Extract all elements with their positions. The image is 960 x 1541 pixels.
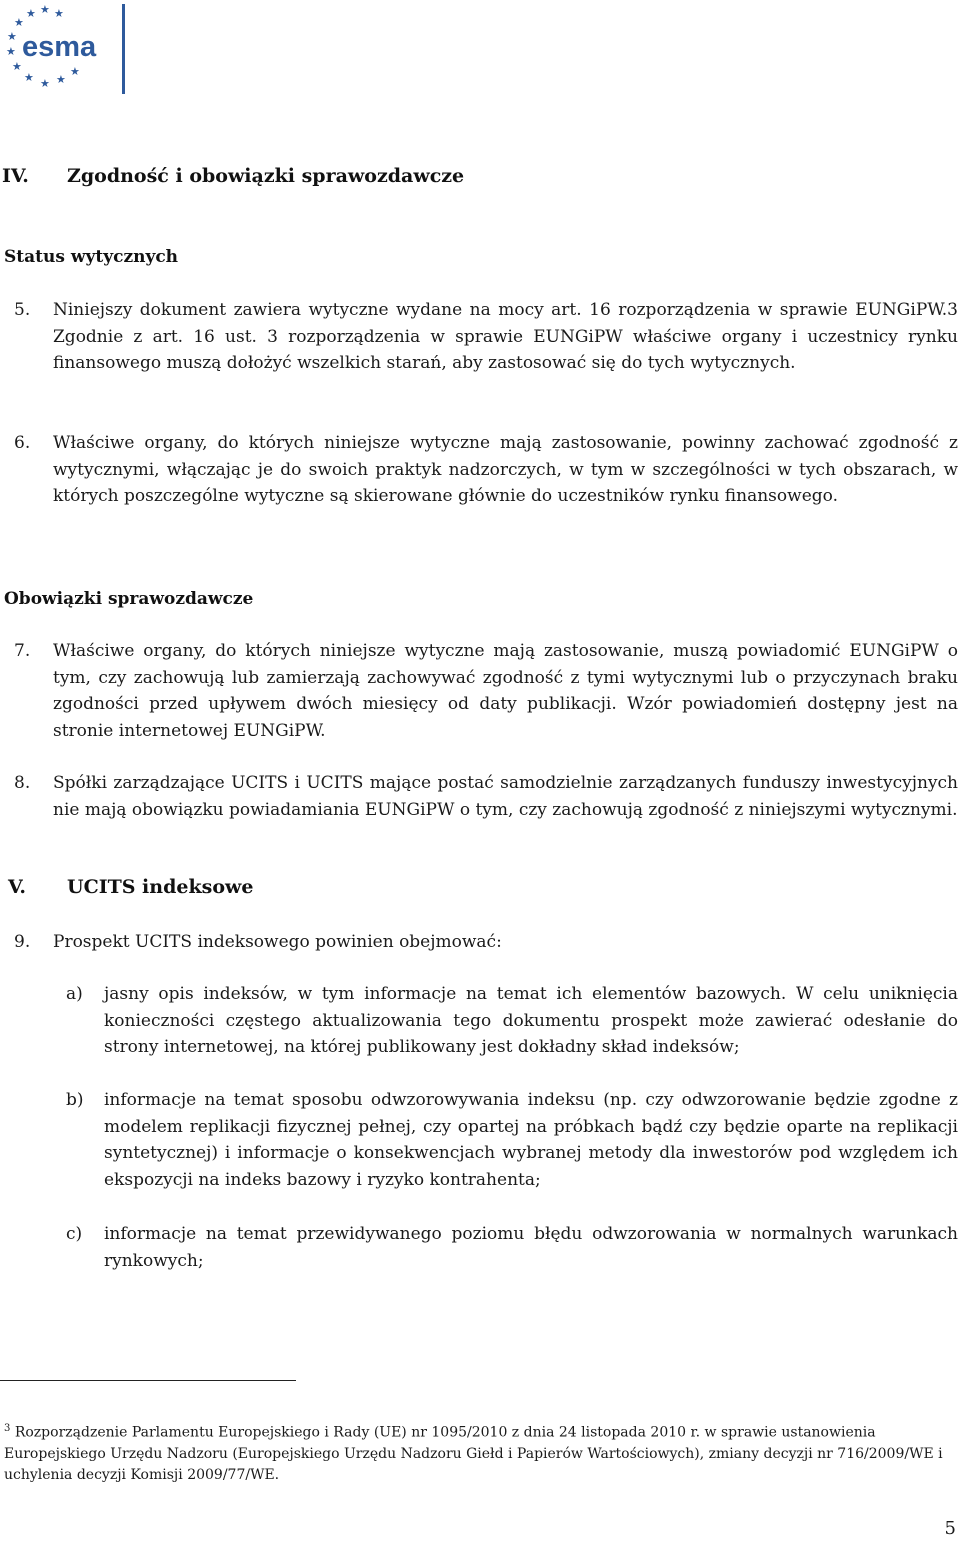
footnote — [4, 1418, 958, 1486]
list-item — [66, 1087, 958, 1193]
paragraph-text: Właściwe organy, do których niniejsze wytyczne mają zastosowanie, powinny zachować zgodność z wytycznymi, włączając je do swoich praktyk nadzorczych, w tym w szczególności w tych obszarach, w których poszczególne wytyczne są skierowane głównie do uczestników rynku finansowego. — [53, 433, 958, 506]
paragraph-text: Właściwe organy, do których niniejsze wytyczne mają zastosowanie, muszą powiadomić EUNGiPW o tym, czy zachowują lub zamierzają zachowywać zgodność z tymi wytycznymi lub o przyczynach braku zgodności przed upływem dwóch miesięcy od daty publikacji. Wzór powiadomień dostępny jest na stronie internetowej EUNGiPW. — [53, 641, 958, 741]
subsection-heading: Obowiązki sprawozdawcze — [4, 589, 254, 609]
star-icon: ★ — [70, 65, 80, 78]
star-icon: ★ — [12, 60, 22, 73]
footnote-separator — [0, 1380, 296, 1381]
list-item-text: jasny opis indeksów, w tym informacje na temat ich elementów bazowych. W celu uniknięcia konieczności częstego aktualizowania tego dokumentu prospekt może zawierać odesłanie do strony internetowej, na której publikowany jest dokładny skład indeksów; — [104, 984, 958, 1057]
list-item-text: informacje na temat przewidywanego poziomu błędu odwzorowania w normalnych warunkach rynkowych; — [104, 1224, 958, 1271]
paragraph-number: 5. — [14, 300, 31, 320]
paragraph-5 — [14, 297, 958, 377]
list-item-text: informacje na temat sposobu odwzorowywania indeksu (np. czy odwzorowanie będzie zgodne z modelem replikacji fizycznej pełnej, czy opartej na próbkach bądź czy będzie oparte na replikacji syntetycznej) i informacje o konsekwencjach wybranej metody dla inwestorów pod względem ich ekspozycji na indeks bazowy i ryzyko kontrahenta; — [104, 1090, 958, 1190]
paragraph-text: Prospekt UCITS indeksowego powinien obejmować: — [53, 932, 502, 952]
section-title: Zgodność i obowiązki sprawozdawcze — [67, 165, 465, 187]
list-item-letter: b) — [66, 1090, 84, 1110]
paragraph-8 — [14, 770, 958, 823]
paragraph-9 — [14, 929, 958, 956]
paragraph-number: 7. — [14, 641, 31, 661]
star-icon: ★ — [40, 3, 50, 16]
paragraph-7 — [14, 638, 958, 744]
star-icon: ★ — [7, 30, 17, 43]
paragraph-6 — [14, 430, 958, 510]
star-icon: ★ — [40, 77, 50, 90]
subsection-heading: Status wytycznych — [4, 247, 179, 267]
list-item-letter: a) — [66, 984, 83, 1004]
page-number: 5 — [944, 1518, 956, 1539]
list-item — [66, 1221, 958, 1274]
star-icon: ★ — [26, 7, 36, 20]
paragraph-number: 9. — [14, 932, 31, 952]
star-icon: ★ — [56, 73, 66, 86]
paragraph-text: Spółki zarządzające UCITS i UCITS mające postać samodzielnie zarządzanych funduszy inwestycyjnych nie mają obowiązku powiadamiania EUNGiPW o tym, czy zachowują zgodność z niniejszymi wytycznymi. — [53, 773, 958, 820]
section-number: V. — [8, 876, 27, 898]
star-icon: ★ — [6, 45, 16, 58]
logo-divider — [122, 4, 125, 94]
paragraph-number: 6. — [14, 433, 31, 453]
section-title: UCITS indeksowe — [67, 876, 254, 898]
footnote-marker: 3 — [4, 1423, 11, 1434]
section-number: IV. — [2, 165, 29, 187]
star-icon: ★ — [14, 16, 24, 29]
list-item — [66, 981, 958, 1061]
star-icon: ★ — [24, 71, 34, 84]
esma-logo — [0, 0, 130, 100]
logo-text: esma — [22, 31, 97, 63]
paragraph-text: Niniejszy dokument zawiera wytyczne wydane na mocy art. 16 rozporządzenia w sprawie EUNGiPW.3 Zgodnie z art. 16 ust. 3 rozporządzenia w sprawie EUNGiPW właściwe organy i uczestnicy rynku finansowego muszą dołożyć wszelkich starań, aby zastosować się do tych wytycznych. — [53, 300, 958, 373]
list-item-letter: c) — [66, 1224, 83, 1244]
paragraph-number: 8. — [14, 773, 31, 793]
footnote-text: Rozporządzenie Parlamentu Europejskiego i Rady (UE) nr 1095/2010 z dnia 24 listopada 2010 r. w sprawie ustanowienia Europejskiego Urzędu Nadzoru (Europejskiego Urzędu Nadzoru Giełd i Papierów Wartościowych), zmiany decyzji nr 716/2009/WE i uchylenia decyzji Komisji 2009/77/WE. — [4, 1424, 943, 1483]
star-icon: ★ — [54, 7, 64, 20]
